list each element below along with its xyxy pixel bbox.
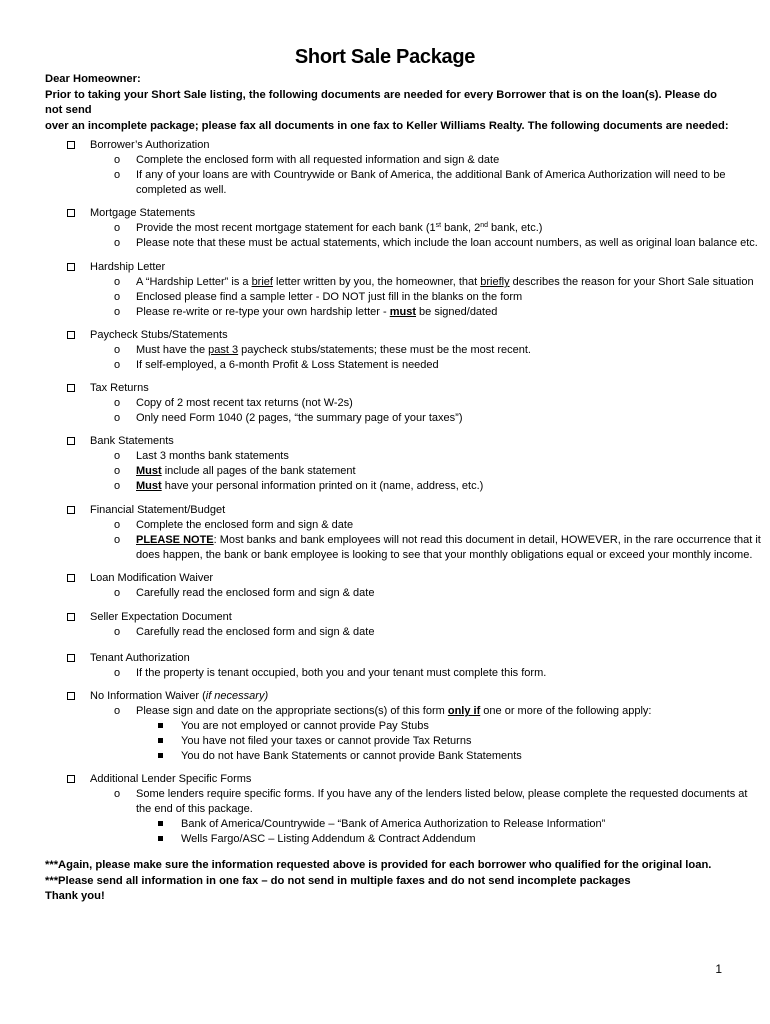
list-item: Must have the past 3 paycheck stubs/statements; these must be the most recent. bbox=[136, 344, 531, 356]
checkbox-icon bbox=[67, 574, 75, 582]
square-bullet-icon bbox=[158, 738, 163, 743]
checkbox-icon bbox=[67, 437, 75, 445]
list-item: A “Hardship Letter” is a brief letter written by you, the homeowner, that briefly describes the reason for your Short Sale situation bbox=[136, 276, 754, 288]
list-item-continued: does happen, the bank or bank employee is looking to see that your monthly obligations equal or exceed your monthly income. bbox=[136, 549, 753, 561]
section-financial-statement bbox=[0, 503, 770, 563]
section-loan-modification-waiver bbox=[0, 571, 770, 601]
section-heading: Hardship Letter bbox=[90, 261, 166, 273]
page-number: 1 bbox=[715, 962, 722, 976]
section-heading: Paycheck Stubs/Statements bbox=[90, 329, 228, 341]
list-item: If self-employed, a 6-month Profit & Loss Statement is needed bbox=[136, 359, 439, 371]
list-item: Carefully read the enclosed form and sign & date bbox=[136, 626, 375, 638]
bullet-icon: o bbox=[114, 222, 121, 234]
list-item: Carefully read the enclosed form and sign & date bbox=[136, 587, 375, 599]
list-item-continued: completed as well. bbox=[136, 184, 227, 196]
bullet-icon: o bbox=[114, 397, 121, 409]
bullet-icon: o bbox=[114, 169, 121, 181]
section-heading: Tax Returns bbox=[90, 382, 149, 394]
list-item: If any of your loans are with Countrywide or Bank of America, the additional Bank of America Authorization will need to be bbox=[136, 169, 726, 181]
checkbox-icon bbox=[67, 141, 75, 149]
checkbox-icon bbox=[67, 654, 75, 662]
greeting: Dear Homeowner: bbox=[45, 73, 141, 85]
list-item: Complete the enclosed form and sign & date bbox=[136, 519, 354, 531]
section-no-information-waiver bbox=[0, 689, 770, 764]
bullet-icon: o bbox=[114, 519, 121, 531]
bullet-icon: o bbox=[114, 480, 121, 492]
checkbox-icon bbox=[67, 506, 75, 514]
square-bullet-icon bbox=[158, 723, 163, 728]
list-item-continued: the end of this package. bbox=[136, 803, 253, 815]
bullet-icon: o bbox=[114, 667, 121, 679]
bullet-icon: o bbox=[114, 465, 121, 477]
list-item: Please re-write or re-type your own hardship letter - must be signed/dated bbox=[136, 306, 498, 318]
bullet-icon: o bbox=[114, 788, 121, 800]
section-heading: No Information Waiver (if necessary) bbox=[90, 690, 269, 702]
sub-list-item: You are not employed or cannot provide Pay Stubs bbox=[181, 720, 429, 732]
section-heading: Borrower’s Authorization bbox=[90, 139, 210, 151]
section-borrower-authorization bbox=[0, 138, 770, 198]
square-bullet-icon bbox=[158, 753, 163, 758]
section-seller-expectation bbox=[0, 610, 770, 640]
section-tax-returns bbox=[0, 381, 770, 426]
bullet-icon: o bbox=[114, 587, 121, 599]
section-heading: Mortgage Statements bbox=[90, 207, 196, 219]
list-item: PLEASE NOTE: Most banks and bank employees will not read this document in detail, HOWEVER, in the rare occurrence that it bbox=[136, 534, 761, 546]
section-mortgage-statements bbox=[0, 206, 770, 251]
list-item: Enclosed please find a sample letter - DO NOT just fill in the blanks on the form bbox=[136, 291, 523, 303]
section-heading: Loan Modification Waiver bbox=[90, 572, 214, 584]
bullet-icon: o bbox=[114, 291, 121, 303]
bullet-icon: o bbox=[114, 705, 121, 717]
list-item: Complete the enclosed form with all requested information and sign & date bbox=[136, 154, 500, 166]
checkbox-icon bbox=[67, 775, 75, 783]
intro-line: over an incomplete package; please fax all documents in one fax to Keller Williams Realty. The following documents are needed: bbox=[45, 119, 729, 132]
checkbox-icon bbox=[67, 331, 75, 339]
bullet-icon: o bbox=[114, 344, 121, 356]
square-bullet-icon bbox=[158, 836, 163, 841]
section-heading: Bank Statements bbox=[90, 435, 174, 447]
list-item: Please sign and date on the appropriate sections(s) of this form only if one or more of the following apply: bbox=[136, 705, 652, 717]
bullet-icon: o bbox=[114, 237, 121, 249]
checkbox-icon bbox=[67, 384, 75, 392]
sub-list-item: Bank of America/Countrywide – “Bank of America Authorization to Release Information” bbox=[181, 818, 606, 830]
closing-line: ***Please send all information in one fax – do not send in multiple faxes and do not send incomplete packages bbox=[45, 874, 631, 887]
list-item: Provide the most recent mortgage statement for each bank (1st bank, 2nd bank, etc.) bbox=[136, 222, 543, 234]
checkbox-icon bbox=[67, 263, 75, 271]
list-item: Please note that these must be actual statements, which include the loan account numbers, as well as original loan balance etc. bbox=[136, 237, 758, 249]
bullet-icon: o bbox=[114, 276, 121, 288]
section-bank-statements bbox=[0, 434, 770, 494]
closing-line: ***Again, please make sure the information requested above is provided for each borrower who qualified for the original loan. bbox=[45, 859, 712, 871]
closing-notes bbox=[45, 858, 735, 905]
bullet-icon: o bbox=[114, 154, 121, 166]
list-item: If the property is tenant occupied, both you and your tenant must complete this form. bbox=[136, 667, 547, 679]
thank-you: Thank you! bbox=[45, 890, 105, 902]
section-heading: Seller Expectation Document bbox=[90, 611, 232, 623]
section-heading: Tenant Authorization bbox=[90, 652, 190, 664]
section-tenant-authorization bbox=[0, 651, 770, 681]
sub-list-item: You have not filed your taxes or cannot provide Tax Returns bbox=[181, 735, 472, 747]
section-heading: Additional Lender Specific Forms bbox=[90, 773, 252, 785]
sub-list-item: Wells Fargo/ASC – Listing Addendum & Contract Addendum bbox=[181, 833, 476, 845]
bullet-icon: o bbox=[114, 534, 121, 546]
sub-list-item: You do not have Bank Statements or cannot provide Bank Statements bbox=[181, 750, 522, 762]
checkbox-icon bbox=[67, 613, 75, 621]
section-hardship-letter bbox=[0, 260, 770, 320]
page-title: Short Sale Package bbox=[294, 46, 476, 68]
bullet-icon: o bbox=[114, 412, 121, 424]
bullet-icon: o bbox=[114, 450, 121, 462]
bullet-icon: o bbox=[114, 359, 121, 371]
checkbox-icon bbox=[67, 692, 75, 700]
list-item: Last 3 months bank statements bbox=[136, 450, 289, 462]
intro-paragraph bbox=[45, 72, 735, 134]
list-item: Copy of 2 most recent tax returns (not W-2s) bbox=[136, 397, 353, 409]
bullet-icon: o bbox=[114, 306, 121, 318]
list-item: Some lenders require specific forms. If you have any of the lenders listed below, please complete the requested documents at bbox=[136, 788, 748, 800]
square-bullet-icon bbox=[158, 821, 163, 826]
intro-line: Prior to taking your Short Sale listing, the following documents are needed for every Borrower that is on the loan(s). Please do not send bbox=[45, 88, 717, 116]
list-item: Only need Form 1040 (2 pages, “the summary page of your taxes”) bbox=[136, 412, 463, 424]
list-item: Must have your personal information printed on it (name, address, etc.) bbox=[136, 480, 484, 492]
checkbox-icon bbox=[67, 209, 75, 217]
bullet-icon: o bbox=[114, 626, 121, 638]
list-item: Must include all pages of the bank statement bbox=[136, 465, 356, 477]
section-heading: Financial Statement/Budget bbox=[90, 504, 226, 516]
section-lender-specific-forms bbox=[0, 772, 770, 847]
section-paycheck-stubs bbox=[0, 328, 770, 373]
